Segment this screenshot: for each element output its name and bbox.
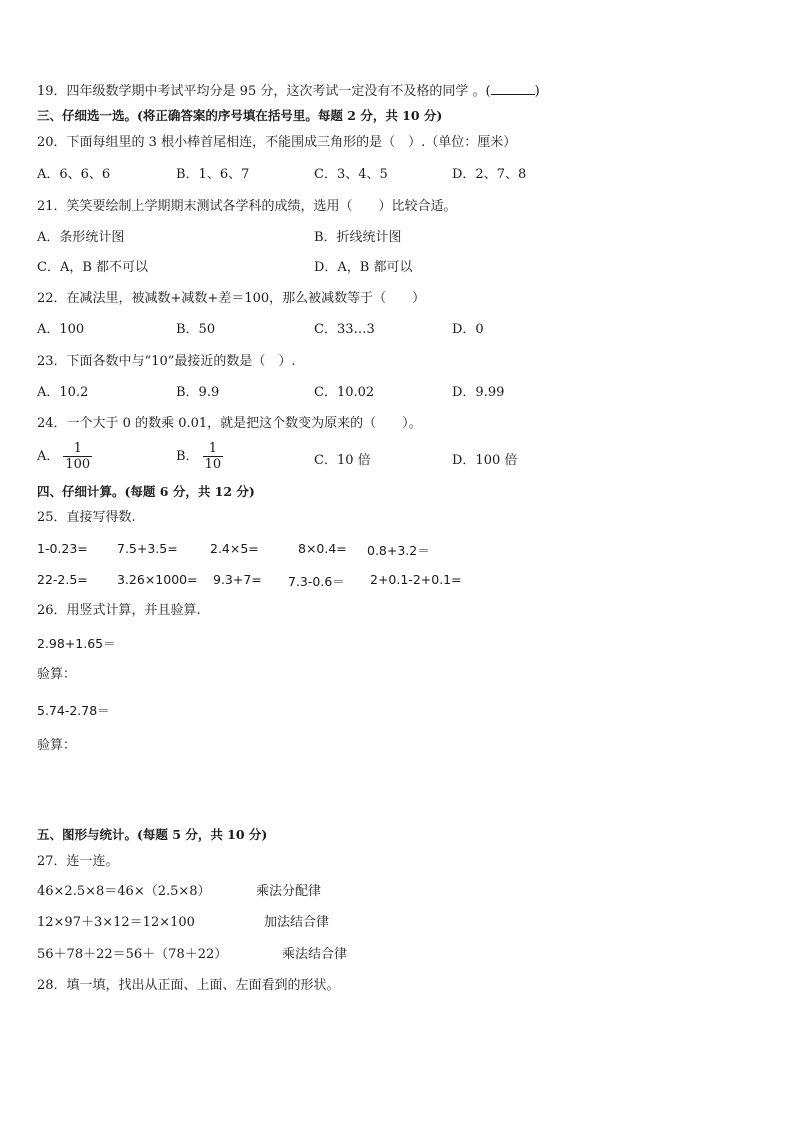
section-4-title: 四、仔细计算。(每题 6 分，共 12 分) [37, 484, 255, 499]
q22-option-d[interactable]: D．0 [452, 322, 484, 337]
calc-item: 0.8+3.2＝ [367, 543, 430, 558]
q20-option-c[interactable]: C．3、4、5 [314, 167, 388, 182]
calc-item: 22-2.5= [37, 572, 88, 587]
q24-option-b-label: B． [176, 449, 199, 464]
q23-option-d[interactable]: D．9.99 [452, 385, 505, 400]
match-right-item[interactable]: 乘法分配律 [256, 884, 322, 899]
q23-option-a[interactable]: A．10.2 [37, 385, 89, 400]
question-21-stem: 21．笑笑要绘制上学期期末测试各学科的成绩，选用（ ）比较合适。 [37, 199, 457, 214]
question-28-stem: 28．填一填，找出从正面、上面、左面看到的形状。 [37, 978, 340, 993]
answer-blank[interactable] [491, 82, 535, 95]
fraction-numerator: 1 [73, 441, 82, 456]
q24-option-b[interactable] [176, 441, 223, 472]
q20-option-d[interactable]: D．2、7、8 [452, 167, 527, 182]
q21-option-d[interactable]: D．A，B 都可以 [314, 260, 413, 275]
vertical-calc-expression-1: 2.98+1.65＝ [37, 636, 116, 651]
match-right-item[interactable]: 加法结合律 [264, 915, 330, 930]
q21-option-a[interactable]: A．条形统计图 [37, 230, 125, 245]
q20-option-b[interactable]: B．1、6、7 [176, 167, 250, 182]
question-24-stem: 24．一个大于 0 的数乘 0.01，就是把这个数变为原来的（ ）。 [37, 416, 422, 431]
check-label-1: 验算： [37, 667, 77, 682]
question-22-stem: 22．在减法里，被减数+减数+差＝100，那么被减数等于（ ） [37, 291, 426, 306]
q21-option-b[interactable]: B．折线统计图 [314, 230, 402, 245]
section-5-title: 五、图形与统计。(每题 5 分，共 10 分) [37, 827, 268, 842]
fraction-denominator: 10 [204, 457, 222, 472]
fraction-one-tenth [203, 441, 224, 472]
section-3-title: 三、仔细选一选。(将正确答案的序号填在括号里。每题 2 分，共 10 分) [37, 108, 443, 123]
calc-item: 1-0.23= [37, 541, 88, 556]
calc-item: 3.26×1000= [117, 572, 198, 587]
match-right-item[interactable]: 乘法结合律 [282, 947, 348, 962]
q21-option-c[interactable]: C．A，B 都不可以 [37, 260, 149, 275]
question-26-stem: 26．用竖式计算，并且验算. [37, 603, 201, 618]
question-19-text: 19．四年级数学期中考试平均分是 95 分，这次考试一定没有不及格的同学 。( [37, 84, 491, 99]
match-left-item[interactable]: 46×2.5×8＝46×（2.5×8） [37, 884, 211, 899]
q24-option-a-label: A． [37, 449, 60, 464]
check-label-2: 验算： [37, 738, 77, 753]
q24-option-c[interactable]: C．10 倍 [314, 453, 371, 468]
question-25-stem: 25．直接写得数. [37, 510, 136, 525]
calc-item: 9.3+7= [213, 572, 262, 587]
q23-option-b[interactable]: B．9.9 [176, 385, 220, 400]
question-19-close: ) [534, 84, 540, 99]
fraction-one-hundredth [63, 441, 92, 472]
q22-option-a[interactable]: A．100 [37, 322, 85, 337]
calc-item: 2.4×5= [210, 541, 259, 556]
calc-item: 2+0.1-2+0.1= [370, 572, 462, 587]
question-20-stem: 20．下面每组里的 3 根小棒首尾相连，不能围成三角形的是（ ）.（单位：厘米） [37, 135, 517, 150]
q23-option-c[interactable]: C．10.02 [314, 385, 375, 400]
calc-item: 8×0.4= [298, 541, 347, 556]
q20-option-a[interactable]: A．6、6、6 [37, 167, 111, 182]
calc-item: 7.3-0.6＝ [288, 574, 345, 589]
fraction-denominator: 100 [65, 457, 91, 472]
fraction-numerator: 1 [208, 441, 217, 456]
q22-option-c[interactable]: C．33…3 [314, 322, 375, 337]
q24-option-d[interactable]: D．100 倍 [452, 453, 518, 468]
match-left-item[interactable]: 12×97＋3×12＝12×100 [37, 915, 195, 930]
q24-option-a[interactable] [37, 441, 92, 472]
vertical-calc-expression-2: 5.74-2.78＝ [37, 703, 110, 718]
question-19 [37, 82, 540, 101]
calc-item: 7.5+3.5= [117, 541, 178, 556]
match-left-item[interactable]: 56＋78＋22＝56＋（78＋22） [37, 947, 228, 962]
question-23-stem: 23．下面各数中与“10”最接近的数是（ ）. [37, 354, 296, 369]
q22-option-b[interactable]: B．50 [176, 322, 216, 337]
question-27-stem: 27．连一连。 [37, 854, 119, 869]
